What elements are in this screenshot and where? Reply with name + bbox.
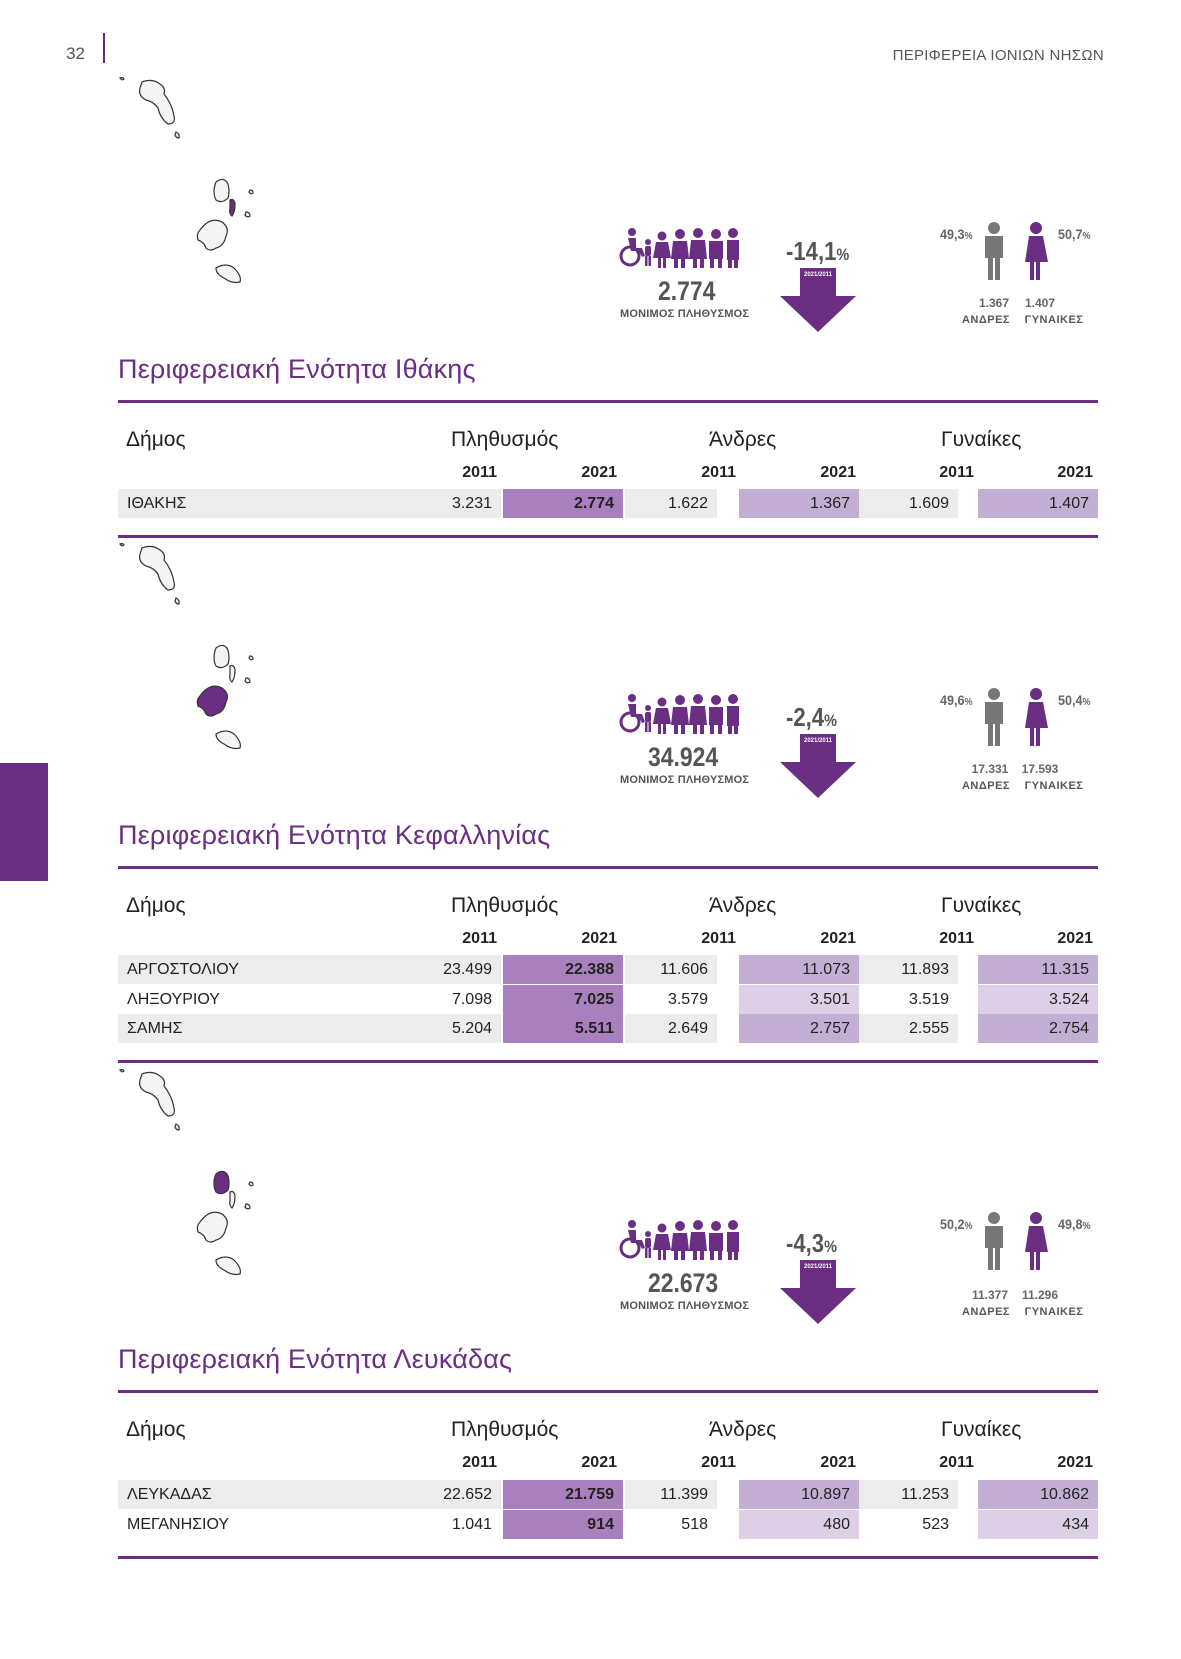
women-label: ΓΥΝΑΙΚΕΣ: [1024, 780, 1084, 792]
year-2011: 2011: [939, 464, 974, 481]
highlight-ithaca: [230, 200, 235, 217]
cell-pop-2011: 22.652: [418, 1480, 501, 1509]
men-count: 17.331: [971, 762, 1009, 776]
year-2021: 2021: [581, 1454, 617, 1471]
table-row: [118, 1014, 1098, 1043]
cell-women-2021: 434: [978, 1510, 1098, 1539]
cell-men-2021: 10.897: [739, 1480, 859, 1509]
population-change: -14,1%: [786, 236, 850, 266]
population-change: -4,3%: [786, 1228, 837, 1258]
cell-dimos: ΛΕΥΚΑΔΑΣ: [118, 1480, 418, 1509]
highlight-lefkada: [214, 1171, 229, 1193]
section-rule: [118, 1556, 1098, 1559]
year-2021: 2021: [581, 930, 617, 947]
section-rule: [118, 866, 1098, 869]
cell-men-2021: 480: [739, 1510, 859, 1539]
cell-women-2011: 11.253: [859, 1480, 958, 1509]
cell-men-2011: 11.399: [625, 1480, 717, 1509]
cell-women-2011: 11.893: [859, 955, 958, 984]
woman-icon: [1023, 222, 1049, 280]
woman-icon: [1023, 1212, 1049, 1270]
population-total: 2.774: [658, 276, 716, 306]
cell-men-2011: 518: [625, 1510, 717, 1539]
cell-dimos: ΣΑΜΗΣ: [118, 1014, 418, 1043]
cell-women-2021: 2.754: [978, 1014, 1098, 1043]
cell-dimos: ΙΘΑΚΗΣ: [118, 489, 418, 518]
section-rule: [118, 535, 1098, 538]
cell-pop-2021: 914: [503, 1510, 623, 1539]
population-label: ΜΟΝΙΜΟΣ ΠΛΗΘΥΣΜΟΣ: [620, 308, 750, 320]
year-2011: 2011: [939, 1454, 974, 1471]
year-2011: 2011: [939, 930, 974, 947]
col-population: Πληθυσμός: [451, 1418, 559, 1441]
col-men: Άνδρες: [709, 894, 777, 917]
side-tab-marker: [0, 763, 48, 881]
women-count: 1.407: [1024, 296, 1056, 310]
population-label: ΜΟΝΙΜΟΣ ΠΛΗΘΥΣΜΟΣ: [620, 774, 750, 786]
cell-women-2011: 1.609: [859, 489, 958, 518]
col-population: Πληθυσμός: [451, 894, 559, 917]
section-title-lefkada: Περιφερειακή Ενότητα Λευκάδας: [118, 1344, 513, 1374]
population-change: -2,4%: [786, 702, 837, 732]
cell-women-2011: 523: [859, 1510, 958, 1539]
cell-men-2011: 11.606: [625, 955, 717, 984]
cell-dimos: ΜΕΓΑΝΗΣΙΟΥ: [118, 1510, 418, 1539]
men-percent: 50,2%: [940, 1216, 973, 1232]
cell-men-2021: 1.367: [739, 489, 859, 518]
page-number: 32: [66, 44, 85, 63]
table-row: [118, 1510, 1098, 1539]
table-row: [118, 1480, 1098, 1509]
man-icon: [982, 222, 1006, 280]
men-label: ΑΝΔΡΕΣ: [961, 314, 1011, 326]
cell-pop-2011: 1.041: [418, 1510, 501, 1539]
header-divider: [103, 33, 105, 63]
col-dimos: Δήμος: [126, 1418, 186, 1441]
men-label: ΑΝΔΡΕΣ: [961, 1306, 1011, 1318]
year-2021: 2021: [1057, 1454, 1093, 1471]
section-rule: [118, 1390, 1098, 1393]
period-label: 2021/2011: [803, 738, 833, 744]
year-2021: 2021: [820, 464, 856, 481]
cell-women-2021: 3.524: [978, 985, 1098, 1014]
women-label: ΓΥΝΑΙΚΕΣ: [1024, 1306, 1084, 1318]
year-2011: 2011: [462, 1454, 497, 1471]
col-women: Γυναίκες: [941, 1418, 1022, 1441]
men-percent: 49,3%: [940, 226, 973, 242]
period-label: 2021/2011: [803, 1264, 833, 1270]
year-2021: 2021: [820, 930, 856, 947]
cell-men-2021: 3.501: [739, 985, 859, 1014]
year-2011: 2011: [462, 464, 497, 481]
section-rule: [118, 1060, 1098, 1063]
population-icon: [618, 1218, 748, 1262]
year-2011: 2011: [701, 930, 736, 947]
cell-pop-2021: 2.774: [503, 489, 623, 518]
cell-pop-2021: 5.511: [503, 1014, 623, 1043]
cell-pop-2011: 7.098: [418, 985, 501, 1014]
cell-dimos: ΛΗΞΟΥΡΙΟΥ: [118, 985, 418, 1014]
col-dimos: Δήμος: [126, 894, 186, 917]
ionian-islands-map-lefkada: [112, 1064, 262, 1304]
table-row: [118, 489, 1098, 518]
women-percent: 49,8%: [1058, 1216, 1091, 1232]
man-icon: [982, 688, 1006, 746]
cell-men-2011: 2.649: [625, 1014, 717, 1043]
col-women: Γυναίκες: [941, 428, 1022, 451]
section-rule: [118, 400, 1098, 403]
population-label: ΜΟΝΙΜΟΣ ΠΛΗΘΥΣΜΟΣ: [620, 1300, 750, 1312]
year-2011: 2011: [462, 930, 497, 947]
women-percent: 50,4%: [1058, 692, 1091, 708]
col-men: Άνδρες: [709, 428, 777, 451]
cell-women-2021: 11.315: [978, 955, 1098, 984]
cell-women-2021: 1.407: [978, 489, 1098, 518]
ionian-islands-map-ithaca: [112, 72, 262, 312]
women-count: 17.593: [1021, 762, 1059, 776]
cell-pop-2011: 23.499: [418, 955, 501, 984]
highlight-kefalonia: [197, 686, 227, 716]
women-label: ΓΥΝΑΙΚΕΣ: [1024, 314, 1084, 326]
section-title-kefalonia: Περιφερειακή Ενότητα Κεφαλληνίας: [118, 820, 551, 850]
population-total: 34.924: [648, 742, 719, 772]
cell-men-2021: 2.757: [739, 1014, 859, 1043]
women-percent: 50,7%: [1058, 226, 1091, 242]
men-count: 11.377: [971, 1288, 1009, 1302]
cell-women-2011: 3.519: [859, 985, 958, 1014]
col-dimos: Δήμος: [126, 428, 186, 451]
year-2011: 2011: [701, 1454, 736, 1471]
cell-women-2021: 10.862: [978, 1480, 1098, 1509]
cell-pop-2021: 22.388: [503, 955, 623, 984]
cell-pop-2021: 7.025: [503, 985, 623, 1014]
year-2011: 2011: [701, 464, 736, 481]
cell-men-2021: 11.073: [739, 955, 859, 984]
period-label: 2021/2011: [803, 272, 833, 278]
col-men: Άνδρες: [709, 1418, 777, 1441]
year-2021: 2021: [820, 1454, 856, 1471]
col-population: Πληθυσμός: [451, 428, 559, 451]
cell-men-2011: 1.622: [625, 489, 717, 518]
woman-icon: [1023, 688, 1049, 746]
cell-dimos: ΑΡΓΟΣΤΟΛΙΟΥ: [118, 955, 418, 984]
cell-women-2011: 2.555: [859, 1014, 958, 1043]
population-icon: [618, 226, 748, 270]
region-title: ΠΕΡΙΦΕΡΕΙΑ ΙΟΝΙΩΝ ΝΗΣΩΝ: [892, 47, 1104, 64]
cell-pop-2011: 5.204: [418, 1014, 501, 1043]
year-2021: 2021: [581, 464, 617, 481]
cell-pop-2011: 3.231: [418, 489, 501, 518]
men-label: ΑΝΔΡΕΣ: [961, 780, 1011, 792]
population-icon: [618, 692, 748, 736]
men-count: 1.367: [978, 296, 1010, 310]
section-title-ithaca: Περιφερειακή Ενότητα Ιθάκης: [118, 354, 476, 384]
women-count: 11.296: [1021, 1288, 1059, 1302]
cell-men-2011: 3.579: [625, 985, 717, 1014]
cell-pop-2021: 21.759: [503, 1480, 623, 1509]
ionian-islands-map-kefalonia: [112, 538, 262, 778]
year-2021: 2021: [1057, 464, 1093, 481]
table-row: [118, 985, 1098, 1014]
men-percent: 49,6%: [940, 692, 973, 708]
year-2021: 2021: [1057, 930, 1093, 947]
table-row: [118, 955, 1098, 984]
man-icon: [982, 1212, 1006, 1270]
population-total: 22.673: [648, 1268, 719, 1298]
col-women: Γυναίκες: [941, 894, 1022, 917]
